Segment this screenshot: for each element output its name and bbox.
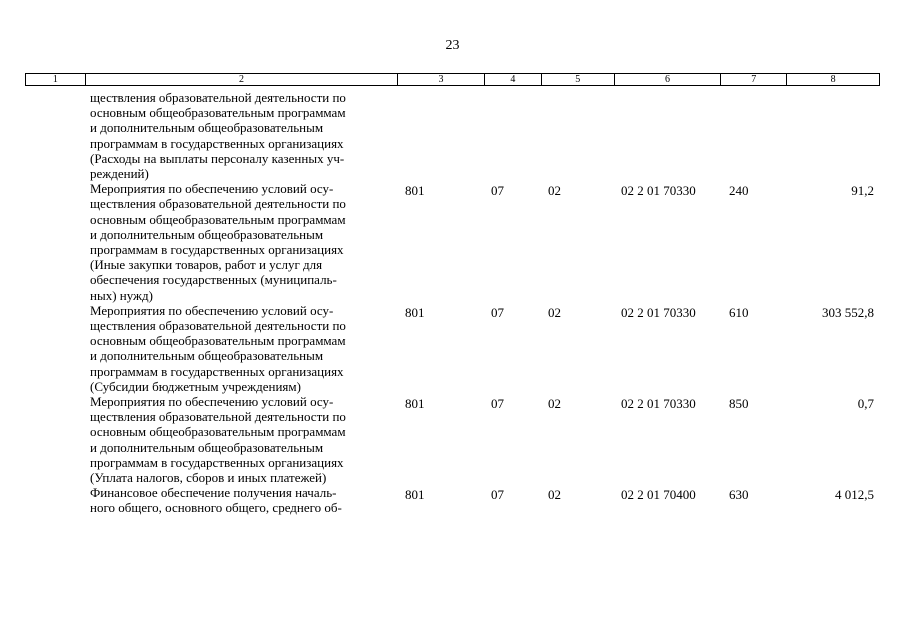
row-description: ществления образовательной деятельности по основным общеобразовательным программам и дополнительным общеобразовательным программам в государственных организациях (Расходы на выплаты персоналу казенных уч- реждений) xyxy=(90,90,346,182)
column-header-7: 7 xyxy=(721,74,787,85)
table-row xyxy=(0,90,905,181)
cell-department-code: 801 xyxy=(405,487,425,503)
cell-target-article: 02 2 01 70330 xyxy=(621,396,696,412)
column-header-2: 2 xyxy=(86,74,398,85)
cell-subsection-code: 02 xyxy=(548,396,561,412)
cell-expense-type: 630 xyxy=(729,487,749,503)
table-row xyxy=(0,394,905,485)
column-header-6: 6 xyxy=(615,74,722,85)
row-description: Мероприятия по обеспечению условий осу- ществления образовательной деятельности по основным общеобразовательным программам и дополнительным общеобразовательным программам в государственных организациях (Субсидии бюджетным учреждениям) xyxy=(90,302,346,394)
cell-target-article: 02 2 01 70400 xyxy=(621,487,696,503)
budget-table-body xyxy=(0,90,905,516)
column-header-8: 8 xyxy=(830,74,836,85)
cell-target-article: 02 2 01 70330 xyxy=(621,304,696,320)
cell-amount: 91,2 xyxy=(851,183,874,199)
table-row xyxy=(0,181,905,303)
column-header-5: 5 xyxy=(542,74,615,85)
cell-section-code: 07 xyxy=(491,487,504,503)
column-header-3: 3 xyxy=(398,74,485,85)
column-header-1: 1 xyxy=(26,74,86,85)
row-description: Мероприятия по обеспечению условий осу- ществления образовательной деятельности по основным общеобразовательным программам и дополнительным общеобразовательным программам в государственных организациях (Уплата налогов, сборов и иных платежей) xyxy=(90,394,346,486)
cell-section-code: 07 xyxy=(491,396,504,412)
cell-expense-type: 610 xyxy=(729,304,749,320)
cell-department-code: 801 xyxy=(405,183,425,199)
page-number: 23 xyxy=(445,38,460,53)
cell-amount: 0,7 xyxy=(857,396,874,412)
row-description: Финансовое обеспечение получения началь- ного общего, основного общего, среднего об- xyxy=(90,485,342,516)
cell-subsection-code: 02 xyxy=(548,304,561,320)
cell-department-code: 801 xyxy=(405,396,425,412)
column-header-4: 4 xyxy=(485,74,542,85)
cell-section-code: 07 xyxy=(491,183,504,199)
table-row xyxy=(0,303,905,394)
cell-subsection-code: 02 xyxy=(548,183,561,199)
cell-expense-type: 850 xyxy=(729,396,749,412)
column-number-header xyxy=(25,73,880,86)
cell-expense-type: 240 xyxy=(729,183,749,199)
cell-amount: 4 012,5 xyxy=(835,487,874,503)
cell-amount: 303 552,8 xyxy=(822,304,874,320)
cell-target-article: 02 2 01 70330 xyxy=(621,183,696,199)
cell-department-code: 801 xyxy=(405,304,425,320)
table-row xyxy=(0,485,905,515)
cell-section-code: 07 xyxy=(491,304,504,320)
row-description: Мероприятия по обеспечению условий осу- ществления образовательной деятельности по основным общеобразовательным программам и дополнительным общеобразовательным программам в государственных организациях (Иные закупки товаров, работ и услуг для обеспечения государственных (муниципаль- ных) нужд) xyxy=(90,181,346,303)
cell-subsection-code: 02 xyxy=(548,487,561,503)
